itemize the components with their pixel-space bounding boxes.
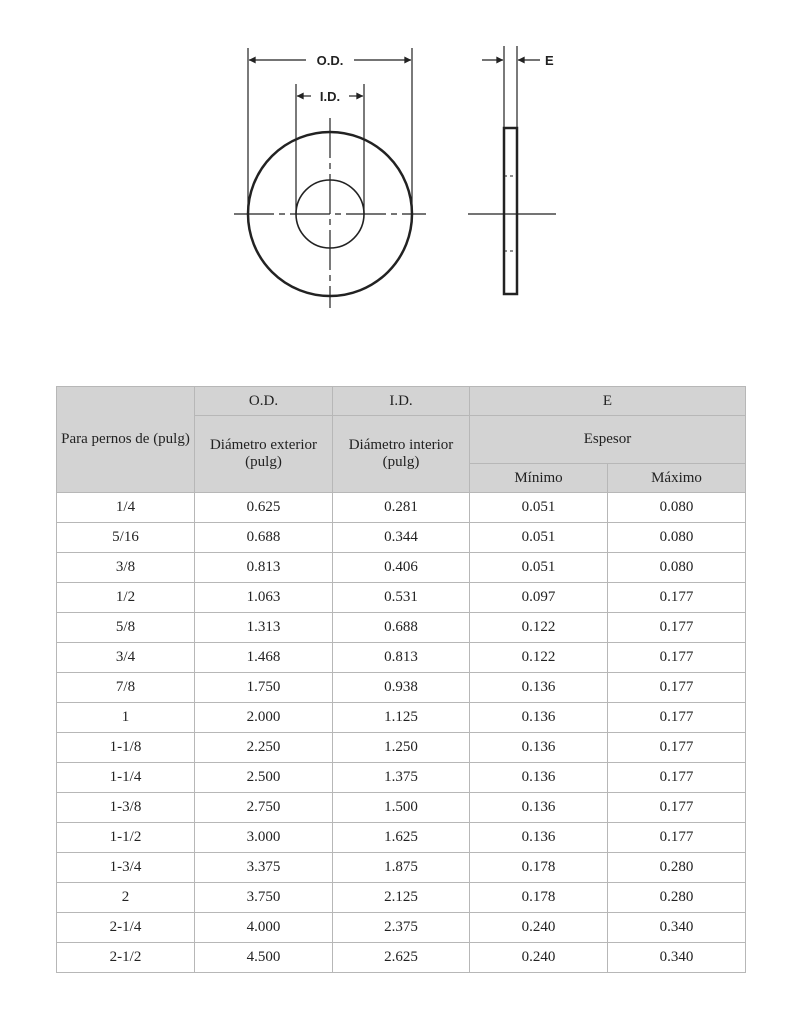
washer-diagram <box>0 0 801 330</box>
od-cell: 1.750 <box>195 673 333 703</box>
od-cell: 0.813 <box>195 553 333 583</box>
bolt-size-cell: 1/4 <box>57 493 195 523</box>
table-row <box>57 793 746 823</box>
bolt-size-cell: 1-1/4 <box>57 763 195 793</box>
bolt-size-cell: 1-3/4 <box>57 853 195 883</box>
id-cell: 0.406 <box>333 553 470 583</box>
e-min-cell: 0.240 <box>470 913 608 943</box>
header-e: E <box>470 387 746 416</box>
e-dimension <box>482 46 554 128</box>
e-min-cell: 0.178 <box>470 883 608 913</box>
bolt-size-cell: 3/4 <box>57 643 195 673</box>
washer-thickness-profile <box>504 128 517 294</box>
table-row <box>57 883 746 913</box>
washer-spec-table <box>56 386 746 973</box>
bolt-size-cell: 1-1/2 <box>57 823 195 853</box>
header-id: I.D. <box>333 387 470 416</box>
id-cell: 0.938 <box>333 673 470 703</box>
bolt-size-cell: 3/8 <box>57 553 195 583</box>
id-cell: 1.625 <box>333 823 470 853</box>
id-cell: 2.625 <box>333 943 470 973</box>
e-max-cell: 0.080 <box>608 493 746 523</box>
table-row <box>57 613 746 643</box>
od-cell: 1.468 <box>195 643 333 673</box>
od-cell: 2.500 <box>195 763 333 793</box>
bolt-size-cell: 2-1/2 <box>57 943 195 973</box>
e-min-cell: 0.051 <box>470 523 608 553</box>
table-row <box>57 913 746 943</box>
e-max-cell: 0.177 <box>608 763 746 793</box>
od-cell: 2.000 <box>195 703 333 733</box>
e-max-cell: 0.340 <box>608 943 746 973</box>
e-max-cell: 0.177 <box>608 703 746 733</box>
bolt-size-cell: 5/16 <box>57 523 195 553</box>
header-thickness: Espesor <box>470 416 746 464</box>
header-bolt-size: Para pernos de (pulg) <box>57 387 195 493</box>
e-min-cell: 0.240 <box>470 943 608 973</box>
e-max-cell: 0.280 <box>608 883 746 913</box>
id-cell: 0.344 <box>333 523 470 553</box>
e-max-cell: 0.177 <box>608 673 746 703</box>
od-cell: 3.375 <box>195 853 333 883</box>
table-row <box>57 703 746 733</box>
od-cell: 2.250 <box>195 733 333 763</box>
bolt-size-cell: 1-3/8 <box>57 793 195 823</box>
e-min-cell: 0.051 <box>470 493 608 523</box>
e-max-cell: 0.177 <box>608 823 746 853</box>
od-cell: 0.688 <box>195 523 333 553</box>
e-min-cell: 0.136 <box>470 703 608 733</box>
od-cell: 3.750 <box>195 883 333 913</box>
e-min-cell: 0.122 <box>470 613 608 643</box>
bolt-size-cell: 2-1/4 <box>57 913 195 943</box>
id-cell: 1.500 <box>333 793 470 823</box>
table-row <box>57 643 746 673</box>
table-row <box>57 763 746 793</box>
id-cell: 2.125 <box>333 883 470 913</box>
id-cell: 1.375 <box>333 763 470 793</box>
id-cell: 1.250 <box>333 733 470 763</box>
id-cell: 1.875 <box>333 853 470 883</box>
table-row <box>57 493 746 523</box>
id-cell: 2.375 <box>333 913 470 943</box>
bolt-size-cell: 2 <box>57 883 195 913</box>
e-max-cell: 0.177 <box>608 793 746 823</box>
e-max-cell: 0.280 <box>608 853 746 883</box>
e-max-cell: 0.177 <box>608 613 746 643</box>
od-cell: 0.625 <box>195 493 333 523</box>
e-min-cell: 0.051 <box>470 553 608 583</box>
od-label: O.D. <box>316 53 344 68</box>
od-cell: 4.000 <box>195 913 333 943</box>
od-cell: 1.313 <box>195 613 333 643</box>
e-min-cell: 0.097 <box>470 583 608 613</box>
id-cell: 0.813 <box>333 643 470 673</box>
table-row <box>57 673 746 703</box>
e-min-cell: 0.136 <box>470 673 608 703</box>
e-min-cell: 0.122 <box>470 643 608 673</box>
e-max-cell: 0.340 <box>608 913 746 943</box>
washer-front-view <box>234 118 426 308</box>
od-cell: 4.500 <box>195 943 333 973</box>
e-max-cell: 0.177 <box>608 733 746 763</box>
e-max-cell: 0.177 <box>608 583 746 613</box>
bolt-size-cell: 1-1/8 <box>57 733 195 763</box>
table-row <box>57 733 746 763</box>
od-cell: 1.063 <box>195 583 333 613</box>
od-cell: 3.000 <box>195 823 333 853</box>
table-header <box>57 387 746 493</box>
e-label: E <box>545 53 554 68</box>
table-row <box>57 583 746 613</box>
table-row <box>57 523 746 553</box>
e-min-cell: 0.136 <box>470 763 608 793</box>
e-min-cell: 0.136 <box>470 733 608 763</box>
id-label: I.D. <box>319 89 341 104</box>
e-min-cell: 0.136 <box>470 793 608 823</box>
bolt-size-cell: 1 <box>57 703 195 733</box>
table-row <box>57 943 746 973</box>
id-cell: 0.688 <box>333 613 470 643</box>
bolt-size-cell: 5/8 <box>57 613 195 643</box>
e-min-cell: 0.178 <box>470 853 608 883</box>
washer-side-view <box>468 128 556 294</box>
e-min-cell: 0.136 <box>470 823 608 853</box>
id-cell: 0.531 <box>333 583 470 613</box>
header-od-description: Diámetro exterior (pulg) <box>195 416 333 493</box>
id-cell: 0.281 <box>333 493 470 523</box>
e-max-cell: 0.080 <box>608 553 746 583</box>
id-cell: 1.125 <box>333 703 470 733</box>
header-maximum: Máximo <box>608 464 746 493</box>
od-cell: 2.750 <box>195 793 333 823</box>
header-id-description: Diámetro interior (pulg) <box>333 416 470 493</box>
header-minimum: Mínimo <box>470 464 608 493</box>
table-row <box>57 553 746 583</box>
table-row <box>57 853 746 883</box>
bolt-size-cell: 1/2 <box>57 583 195 613</box>
e-max-cell: 0.177 <box>608 643 746 673</box>
table-row <box>57 823 746 853</box>
table-body <box>57 493 746 973</box>
header-od: O.D. <box>195 387 333 416</box>
e-max-cell: 0.080 <box>608 523 746 553</box>
bolt-size-cell: 7/8 <box>57 673 195 703</box>
